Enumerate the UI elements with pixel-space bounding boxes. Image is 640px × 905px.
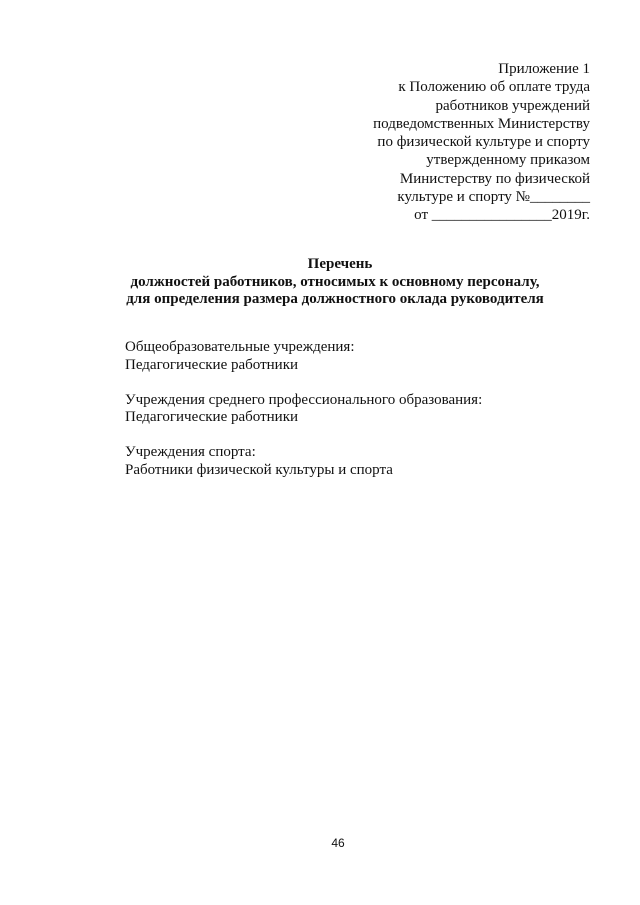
appendix-line-5: по физической культуре и спорту bbox=[377, 134, 590, 151]
section-vocational-education bbox=[125, 392, 482, 427]
appendix-line-9: от ________________2019г. bbox=[414, 207, 590, 224]
document-subtitle-line-2: для определения размера должностного оклада руководителя bbox=[126, 291, 544, 307]
section-institution: Учреждения среднего профессионального образования: bbox=[125, 391, 483, 408]
appendix-line-8: культуре и спорту №________ bbox=[397, 189, 590, 206]
appendix-line-7: Министерству по физической bbox=[399, 170, 590, 187]
section-staff: Педагогические работники bbox=[125, 409, 299, 425]
section-general-education bbox=[125, 339, 482, 374]
document-heading bbox=[0, 256, 640, 309]
section-institution: Учреждения спорта: bbox=[125, 444, 256, 460]
appendix-line-1: Приложение 1 bbox=[498, 61, 590, 77]
appendix-line-6: утвержденному приказом bbox=[426, 152, 590, 169]
page-number: 46 bbox=[331, 836, 345, 850]
sections-list bbox=[125, 339, 482, 497]
appendix-line-4: подведомственных Министерству bbox=[373, 115, 590, 132]
appendix-line-3: работников учреждений bbox=[435, 97, 590, 114]
section-institution: Общеобразовательные учреждения: bbox=[125, 339, 355, 355]
section-staff: Педагогические работники bbox=[125, 356, 299, 373]
document-subtitle-line-1: должностей работников, относимых к основному персоналу, bbox=[130, 273, 540, 290]
document-title: Перечень bbox=[307, 256, 373, 272]
appendix-block bbox=[330, 60, 590, 225]
appendix-line-2: к Положению об оплате труда bbox=[398, 79, 590, 96]
section-sports bbox=[125, 444, 482, 479]
section-staff: Работники физической культуры и спорта bbox=[125, 461, 393, 478]
